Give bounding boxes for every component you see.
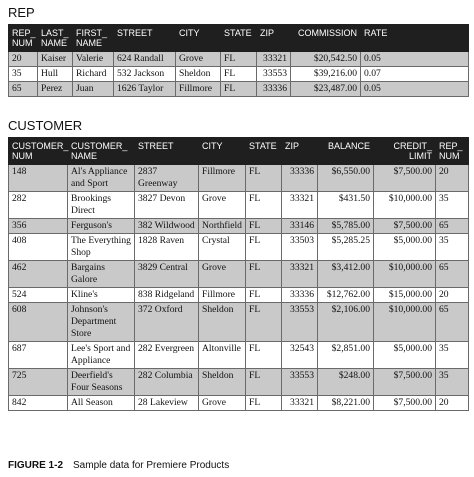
customer-header-credit-limit: CREDIT_ LIMIT (374, 138, 436, 165)
customer-cell-customer-num: 725 (9, 369, 68, 396)
rep-cell-first-name: Valerie (73, 52, 114, 67)
customer-cell-customer-num: 356 (9, 219, 68, 234)
customer-cell-state: FL (246, 288, 282, 303)
figure-caption (8, 460, 229, 471)
customer-cell-zip: 33553 (282, 303, 318, 342)
customer-cell-credit-limit: $7,500.00 (374, 396, 436, 411)
customer-cell-street: 282 Columbia (135, 369, 199, 396)
customer-cell-balance: $3,412.00 (318, 261, 374, 288)
customer-cell-zip: 32543 (282, 342, 318, 369)
customer-cell-city: Grove (199, 396, 246, 411)
customer-cell-customer-name: Ferguson's (68, 219, 135, 234)
rep-row (9, 67, 469, 82)
customer-cell-balance: $2,851.00 (318, 342, 374, 369)
customer-cell-city: Northfield (199, 219, 246, 234)
customer-cell-city: Sheldon (199, 369, 246, 396)
customer-row (9, 342, 469, 369)
rep-cell-state: FL (221, 82, 257, 97)
customer-cell-customer-name: All Season (68, 396, 135, 411)
rep-table-title: REP (8, 5, 35, 20)
rep-cell-rep-num: 65 (9, 82, 38, 97)
customer-cell-street: 838 Ridgeland (135, 288, 199, 303)
customer-cell-zip: 33321 (282, 396, 318, 411)
customer-header-street: STREET (135, 138, 199, 165)
customer-cell-customer-num: 148 (9, 165, 68, 192)
customer-cell-zip: 33553 (282, 369, 318, 396)
customer-header-zip: ZIP (282, 138, 318, 165)
customer-cell-balance: $5,285.25 (318, 234, 374, 261)
customer-cell-street: 3827 Devon (135, 192, 199, 219)
customer-cell-customer-num: 687 (9, 342, 68, 369)
rep-cell-city: Fillmore (176, 82, 221, 97)
rep-header-zip: ZIP (257, 25, 291, 52)
rep-header-rep-num: REP_ NUM (9, 25, 38, 52)
customer-row (9, 261, 469, 288)
customer-cell-rep-num: 35 (436, 342, 469, 369)
customer-cell-rep-num: 35 (436, 234, 469, 261)
rep-header-rate: RATE (361, 25, 469, 52)
customer-cell-customer-num: 282 (9, 192, 68, 219)
rep-cell-rep-num: 35 (9, 67, 38, 82)
customer-cell-zip: 33321 (282, 261, 318, 288)
rep-header-commission: COMMISSION (291, 25, 361, 52)
customer-cell-rep-num: 35 (436, 369, 469, 396)
customer-cell-city: Grove (199, 192, 246, 219)
customer-cell-credit-limit: $10,000.00 (374, 192, 436, 219)
rep-cell-zip: 33336 (257, 82, 291, 97)
customer-row (9, 396, 469, 411)
customer-cell-customer-name: Brookings Direct (68, 192, 135, 219)
customer-row (9, 165, 469, 192)
rep-cell-first-name: Richard (73, 67, 114, 82)
customer-cell-rep-num: 65 (436, 303, 469, 342)
rep-cell-commission: $20,542.50 (291, 52, 361, 67)
customer-header-balance: BALANCE (318, 138, 374, 165)
customer-cell-credit-limit: $7,500.00 (374, 219, 436, 234)
rep-row (9, 82, 469, 97)
customer-cell-state: FL (246, 219, 282, 234)
customer-header-customer-name: CUSTOMER_ NAME (68, 138, 135, 165)
customer-header-city: CITY (199, 138, 246, 165)
customer-cell-credit-limit: $15,000.00 (374, 288, 436, 303)
customer-table (8, 137, 469, 411)
customer-cell-rep-num: 35 (436, 192, 469, 219)
customer-cell-city: Altonville (199, 342, 246, 369)
customer-header-state: STATE (246, 138, 282, 165)
rep-header-street: STREET (114, 25, 176, 52)
customer-cell-zip: 33336 (282, 165, 318, 192)
rep-cell-zip: 33553 (257, 67, 291, 82)
customer-cell-customer-num: 842 (9, 396, 68, 411)
customer-cell-city: Crystal (199, 234, 246, 261)
rep-cell-state: FL (221, 67, 257, 82)
rep-cell-street: 1626 Taylor (114, 82, 176, 97)
customer-cell-state: FL (246, 165, 282, 192)
customer-cell-state: FL (246, 396, 282, 411)
customer-cell-balance: $5,785.00 (318, 219, 374, 234)
rep-cell-rep-num: 20 (9, 52, 38, 67)
customer-cell-balance: $248.00 (318, 369, 374, 396)
customer-cell-credit-limit: $5,000.00 (374, 342, 436, 369)
rep-cell-last-name: Perez (38, 82, 73, 97)
customer-cell-customer-name: Kline's (68, 288, 135, 303)
customer-cell-credit-limit: $10,000.00 (374, 261, 436, 288)
rep-row (9, 52, 469, 67)
customer-cell-state: FL (246, 234, 282, 261)
customer-cell-customer-name: Lee's Sport and Appliance (68, 342, 135, 369)
rep-cell-zip: 33321 (257, 52, 291, 67)
customer-cell-customer-name: The Everything Shop (68, 234, 135, 261)
customer-cell-rep-num: 20 (436, 165, 469, 192)
rep-cell-commission: $23,487.00 (291, 82, 361, 97)
customer-cell-street: 1828 Raven (135, 234, 199, 261)
customer-cell-credit-limit: $7,500.00 (374, 369, 436, 396)
customer-cell-balance: $2,106.00 (318, 303, 374, 342)
rep-cell-state: FL (221, 52, 257, 67)
customer-row (9, 369, 469, 396)
customer-cell-customer-num: 524 (9, 288, 68, 303)
customer-cell-balance: $6,550.00 (318, 165, 374, 192)
customer-table-title: CUSTOMER (8, 118, 83, 133)
rep-cell-city: Grove (176, 52, 221, 67)
customer-cell-street: 282 Evergreen (135, 342, 199, 369)
customer-cell-zip: 33146 (282, 219, 318, 234)
rep-cell-street: 624 Randall (114, 52, 176, 67)
customer-cell-balance: $431.50 (318, 192, 374, 219)
customer-cell-city: Fillmore (199, 165, 246, 192)
customer-cell-balance: $12,762.00 (318, 288, 374, 303)
customer-cell-rep-num: 20 (436, 288, 469, 303)
customer-cell-customer-num: 462 (9, 261, 68, 288)
customer-cell-customer-name: Deerfield's Four Seasons (68, 369, 135, 396)
customer-header-row (9, 138, 469, 165)
customer-cell-rep-num: 65 (436, 261, 469, 288)
rep-cell-rate: 0.07 (361, 67, 469, 82)
rep-header-last-name: LAST_ NAME (38, 25, 73, 52)
customer-cell-credit-limit: $10,000.00 (374, 303, 436, 342)
customer-cell-city: Grove (199, 261, 246, 288)
customer-cell-street: 382 Wildwood (135, 219, 199, 234)
customer-cell-state: FL (246, 303, 282, 342)
customer-cell-street: 2837 Greenway (135, 165, 199, 192)
customer-cell-state: FL (246, 261, 282, 288)
customer-header-rep-num: REP_ NUM (436, 138, 469, 165)
customer-row (9, 192, 469, 219)
rep-header-city: CITY (176, 25, 221, 52)
customer-cell-city: Fillmore (199, 288, 246, 303)
rep-header-state: STATE (221, 25, 257, 52)
rep-cell-rate: 0.05 (361, 52, 469, 67)
customer-row (9, 303, 469, 342)
customer-cell-city: Sheldon (199, 303, 246, 342)
customer-cell-customer-num: 608 (9, 303, 68, 342)
customer-cell-rep-num: 20 (436, 396, 469, 411)
rep-cell-commission: $39,216.00 (291, 67, 361, 82)
rep-header-first-name: FIRST_ NAME (73, 25, 114, 52)
customer-cell-state: FL (246, 192, 282, 219)
customer-row (9, 288, 469, 303)
rep-cell-street: 532 Jackson (114, 67, 176, 82)
customer-cell-customer-num: 408 (9, 234, 68, 261)
customer-cell-state: FL (246, 342, 282, 369)
customer-cell-zip: 33321 (282, 192, 318, 219)
figure-caption-text: Sample data for Premiere Products (73, 460, 230, 471)
customer-cell-rep-num: 65 (436, 219, 469, 234)
figure-number: FIGURE 1-2 (8, 460, 64, 471)
customer-cell-customer-name: Bargains Galore (68, 261, 135, 288)
customer-cell-balance: $8,221.00 (318, 396, 374, 411)
customer-row (9, 234, 469, 261)
customer-cell-street: 3829 Central (135, 261, 199, 288)
rep-table (8, 24, 469, 97)
customer-cell-street: 372 Oxford (135, 303, 199, 342)
customer-cell-credit-limit: $7,500.00 (374, 165, 436, 192)
customer-cell-zip: 33336 (282, 288, 318, 303)
customer-cell-customer-name: Al's Appliance and Sport (68, 165, 135, 192)
rep-cell-city: Sheldon (176, 67, 221, 82)
rep-cell-last-name: Hull (38, 67, 73, 82)
customer-cell-customer-name: Johnson's Department Store (68, 303, 135, 342)
customer-cell-credit-limit: $5,000.00 (374, 234, 436, 261)
rep-header-row (9, 25, 469, 52)
rep-cell-rate: 0.05 (361, 82, 469, 97)
customer-cell-state: FL (246, 369, 282, 396)
customer-row (9, 219, 469, 234)
customer-header-customer-num: CUSTOMER_ NUM (9, 138, 68, 165)
rep-cell-first-name: Juan (73, 82, 114, 97)
customer-cell-street: 28 Lakeview (135, 396, 199, 411)
rep-cell-last-name: Kaiser (38, 52, 73, 67)
customer-cell-zip: 33503 (282, 234, 318, 261)
